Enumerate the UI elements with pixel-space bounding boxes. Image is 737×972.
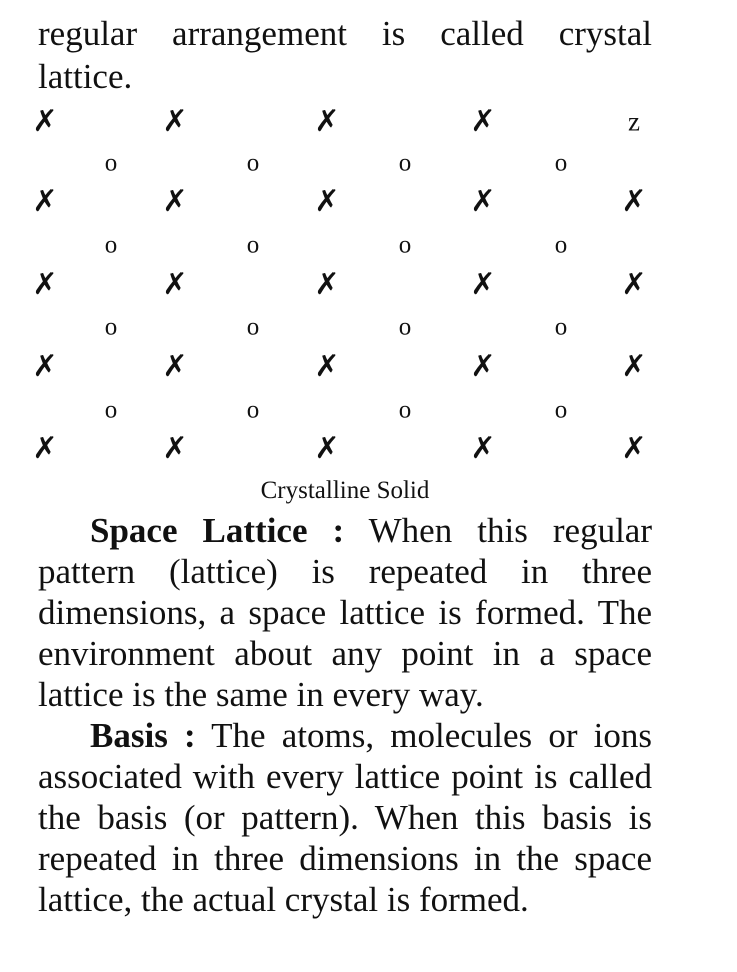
lattice-site-x: ✗ <box>621 431 647 466</box>
intro-text <box>38 12 652 98</box>
lattice-site-o: o <box>104 231 118 259</box>
space-lattice-paragraph <box>38 510 652 715</box>
lattice-site-x: ✗ <box>470 104 496 139</box>
crystal-lattice-diagram <box>0 100 737 475</box>
lattice-site-x: ✗ <box>32 267 58 302</box>
lattice-site-x: ✗ <box>621 349 647 384</box>
lattice-site-o: o <box>554 149 568 177</box>
lattice-site-x: ✗ <box>470 431 496 466</box>
lattice-site-o: o <box>398 231 412 259</box>
lattice-site-o: o <box>246 149 260 177</box>
lattice-site-x: ✗ <box>470 349 496 384</box>
lattice-site-x: ✗ <box>621 267 647 302</box>
space-lattice-term: Space Lattice : <box>90 511 345 550</box>
lattice-site-x: ✗ <box>314 349 340 384</box>
lattice-site-x: ✗ <box>32 184 58 219</box>
lattice-site-o: o <box>104 313 118 341</box>
lattice-site-o: o <box>104 396 118 424</box>
lattice-site-o: o <box>398 313 412 341</box>
lattice-site-x: ✗ <box>162 267 188 302</box>
lattice-site-x: ✗ <box>162 104 188 139</box>
lattice-site-o: o <box>554 396 568 424</box>
lattice-site-x: ✗ <box>32 104 58 139</box>
lattice-site-o: o <box>246 396 260 424</box>
lattice-site-x: ✗ <box>314 184 340 219</box>
lattice-site-x: ✗ <box>162 184 188 219</box>
lattice-site-o: o <box>104 149 118 177</box>
lattice-site-x: ✗ <box>32 349 58 384</box>
basis-paragraph <box>38 715 652 920</box>
lattice-site-o: o <box>246 313 260 341</box>
basis-definition: The atoms, molecules or ions associated with every lattice point is called the basis (or pattern). When this basis is repeated in three dimensions in the space lattice, the actual crystal is formed. <box>38 716 652 919</box>
lattice-site-x: ✗ <box>162 349 188 384</box>
lattice-site-x: ✗ <box>621 184 647 219</box>
lattice-site-x: ✗ <box>314 267 340 302</box>
lattice-site-o: o <box>398 149 412 177</box>
lattice-site-o: o <box>554 231 568 259</box>
lattice-site-x: ✗ <box>470 184 496 219</box>
lattice-site-x: ✗ <box>314 431 340 466</box>
space-lattice-definition: When this regular pattern (lattice) is repeated in three dimensions, a space lattice is formed. The environment about any point in a space lattice is the same in every way. <box>38 511 652 714</box>
diagram-caption: Crystalline Solid <box>260 477 430 504</box>
intro-line-2: lattice. <box>38 57 133 96</box>
lattice-site-x: ✗ <box>32 431 58 466</box>
lattice-site-z: z <box>628 106 640 137</box>
lattice-site-o: o <box>398 396 412 424</box>
lattice-site-x: ✗ <box>470 267 496 302</box>
intro-line-1: regular arrangement is called crystal <box>38 14 652 53</box>
lattice-site-o: o <box>246 231 260 259</box>
lattice-site-x: ✗ <box>162 431 188 466</box>
basis-term: Basis : <box>90 716 196 755</box>
lattice-site-o: o <box>554 313 568 341</box>
lattice-site-x: ✗ <box>314 104 340 139</box>
